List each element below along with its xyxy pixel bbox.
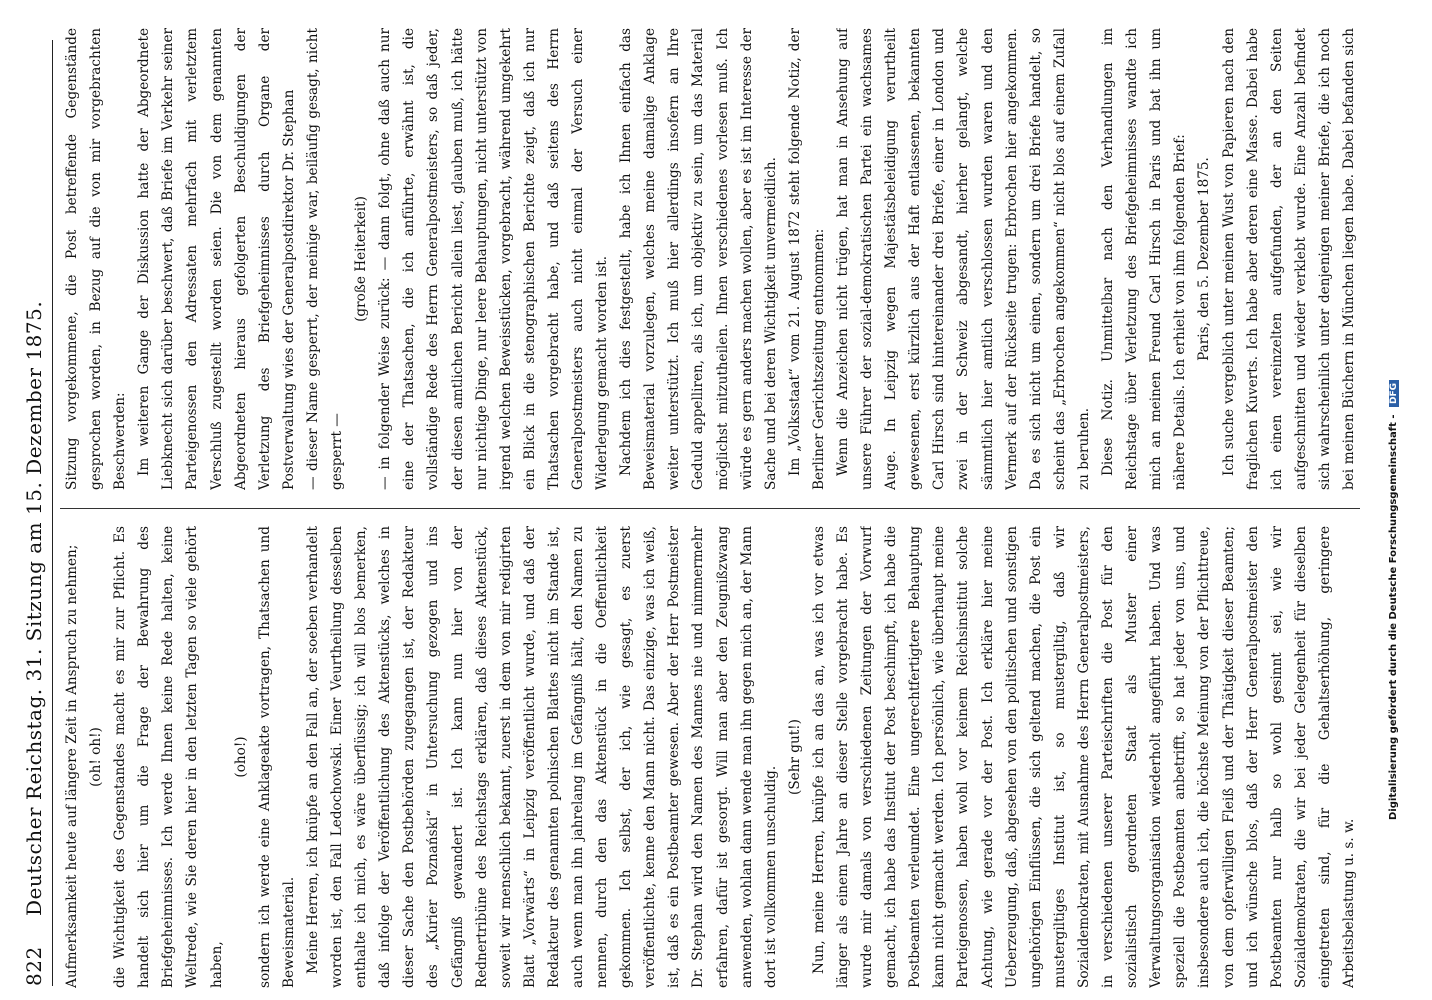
paragraph: sondern ich werde eine Anklageakte vortragen, Thatsachen und Beweismaterial. [256, 526, 297, 988]
page-title: Deutscher Reichstag. 31. Sitzung am 15. Dezember 1875. [22, 300, 46, 916]
right-column [60, 28, 1360, 490]
interjection: (Sehr gut!) [786, 719, 803, 795]
page-number: 822 [22, 946, 46, 986]
quoted-paragraph: Im weiteren Gange der Diskussion hatte der Abgeordnete Liebknecht sich darüber beschwert, daß Briefe im Verkehr seiner Parteigenossen den Adressaten mehrfach mit verletztem Verschluß zugestellt worden seien. Die von dem genannten Abgeordneten hieraus gefolgerten Beschuldigungen der Verletzung des Briefgeheimnisses durch Organe der Postverwaltung wies der Generalpostdirektor Dr. Stephan [136, 28, 297, 490]
interjection: (oho!) [232, 736, 249, 778]
paragraph: Nun, meine Herren, knüpfe ich an das an, was ich vor etwas länger als einem Jahre an dieser Stelle vorgebracht habe. Es wurde mir damals von verschiedenen Zeitungen der Vorwurf gemacht, ich habe das Institut der Post beschimpft, ich habe die Postbeamten verleumdet. Eine ungerechtfertigtere Behauptung kann nicht gemacht werden. Ich persönlich, wie überhaupt meine Parteigenossen, haben wohl vor keinem Reichsinstitut solche Achtung, wie gerade vor der Post. Ich erkläre hier meine Ueberzeugung, daß, abgesehen von den politischen und sonstigen ungehörigen Einflüssen, die sich geltend machen, die Post ein mustergiltiges Institut ist, so mustergiltig, daß wir Sozialdemokraten, mit Ausnahme des Herrn Generalpostmeisters, in verschiedenen unserer Parteischriften die Post für den sozialistisch geordneten Staat als Muster einer Verwaltungsorganisation wiederholt angeführt haben. Und was speziell die Postbeamten anbetrifft, so hat jeder von uns, und insbesondere auch ich, die höchste Meinung von der Pflichttreue, von dem opferwilligen Fleiß und der Thätigkeit dieser Beamten; und ich wünsche blos, daß der Herr Generalpostmeister den Postbeamten nur halb so wohl gesinnt sei, wie wir Sozialdemokraten, die wir bei jeder Gelegenheit für dieselben eingetreten sind, für die Gehaltserhöhung, geringere Arbeitsbelastung u. s. w. [810, 526, 1357, 988]
digitization-credit-text: Digitalisierung gefördert durch die Deutsche Forschungsgemeinschaft - [1388, 414, 1399, 820]
paragraph: Sitzung vorgekommene, die Post betreffende Gegenstände gesprochen worden, in Bezug auf die von mir vorgebrachten Beschwerden: [64, 28, 129, 490]
dfg-logo: DFG [1389, 380, 1399, 407]
left-column [60, 526, 1360, 988]
paragraph: die Wichtigkeit des Gegenstandes macht es mir zur Pflicht. Es handelt sich hier um die Frage der Bewahrung des Briefgeheimnisses. Ich werde Ihnen keine Rede halten, keine Weltrede, wie Sie deren hier in den letzten Tagen so viele gehört haben, [112, 526, 225, 988]
paragraph: Meine Herren, ich knüpfe an den Fall an, der soeben verhandelt worden ist, den Fall Ledochowski. Einer Veurtheilung desselben enthalte ich mich, es wäre überflüssig; ich will blos bemerken, daß infolge der Veröffentlichung des Aktenstücks, welches in dieser Sache den Postbehörden zugegangen ist, der Redakteur des „Kurier Poznański“ in Untersuchung gezogen und ins Gefängniß gewandert ist. Ich kann nun hier von der Rednertribüne des Reichstags erklären, daß dieses Aktenstück, soweit wir menschlich bekannt, zuerst in dem von mir redigirten Blatt „Vorwärts“ in Leipzig veröffentlicht wurde, und daß der Redakteur des genannten polnischen Blattes nicht im Stande ist, auch wenn man ihn jahrelang im Gefängniß hält, den Namen zu nennen, durch den das Aktenstück in die Oeffentlichkeit gekommen. Ich selbst, der ich, wie gesagt, es zuerst veröffentlichte, kenne den Mann nicht. Das einzige, was ich weiß, ist, daß es ein Postbeamter gewesen. Aber der Herr Postmeister Dr. Stephan wird den Namen des Mannes nie und nimmermehr erfahren, dafür ist gesorgt. Will man aber den Zeugnißzwang anwenden, wohlan dann wende man ihn gegen mich an, der Mann dort ist vollkommen unschuldig. [304, 526, 779, 988]
interjection: (oh! oh!) [88, 727, 105, 787]
paragraph: Aufmerksamkeit heute auf längere Zeit in Anspruch zu nehmen; [64, 544, 80, 988]
interjection: (große Heiterkeit) [353, 196, 370, 322]
quoted-paragraph: Wenn die Anzeichen nicht trügen, hat man in Ansehung auf unsere Führer der sozial-demokratischen Partei ein wachsames Auge. In Leipzig wegen Majestätsbeleidigung verurtheilt gewesenen, erst kürzlich aus der Haft entlassenen, bekannten Carl Hirsch sind hintereinander drei Briefe, einer in London und zwei in der Schweiz abgesandt, hierher gelangt, welche sämmtlich hier amtlich verschlossen wurden waren und den Vermerk auf der Rückseite trugen: Erbrochen hier angekommen. Da es sich nicht um einen, sondern um drei Briefe handelt, so scheint das „Erbrochen angekommen“ nicht blos auf einem Zufall zu beruhen. [835, 28, 1092, 490]
paragraph: Nachdem ich dies festgestellt, habe ich Ihnen einfach das Beweismaterial vorzulegen, welches meine damalige Anklage weiter unterstützt. Ich muß hier allerdings insofern an Ihre Geduld appelliren, als ich, um objektiv zu sein, um das Material möglichst mitzutheilen. Ihnen verschiedenes vorlesen muß. Ich würde es gern anders machen wollen, aber es ist im Interesse der Sache und bei deren Wichtigkeit unvermeidlich. [618, 28, 779, 490]
quoted-paragraph: Ich suche vergeblich unter meinen Wust von Papieren nach den fraglichen Kuverts. Ich habe aber deren eine Masse. Dabei habe ich einen vereinzelten aufgefunden, der an den Seiten aufgeschnitten und wieder verklebt wurde. Eine Anzahl befindet sich wahrscheinlich unter denjenigen meiner Briefe, die ich noch bei meinen Büchern in München liegen habe. Dabei befanden sich [1220, 28, 1357, 490]
digitization-credit [1388, 380, 1399, 820]
paragraph: — dieser Name gesperrt, der meinige war, beiläufig gesagt, nicht gesperrt — [304, 28, 346, 490]
column-divider [60, 508, 1360, 509]
paragraph: — in folgender Weise zurück: — dann folgt, ohne daß auch nur eine der Thatsachen, die ich anführte, erwähnt ist, die vollständige Rede des Herrn Generalpostmeisters, so daß jeder, der diesen amtlichen Bericht allein liest, glauben muß, ich hätte nur nichtige Dinge, nur leere Behauptungen, nicht unterstützt von irgend welchen Beweisstücken, vorgebracht, während umgekehrt ein Blick in die stenographischen Berichte zeigt, daß ich nur Thatsachen vorgebracht habe, und daß seitens des Herrn Generalpostmeisters auch nicht einmal der Versuch einer Widerlegung gemacht worden ist. [377, 28, 611, 490]
paragraph: Diese Notiz. Unmittelbar nach den Verhandlungen im Reichstage über Verletzung des Briefgeheimnisses wandte ich mich an meinen Freund Carl Hirsch in Paris und bat ihn um nähere Details. Ich erhielt von ihm folgenden Brief: [1100, 28, 1189, 490]
paragraph: Im „Volksstaat“ vom 21. August 1872 steht folgende Notiz, der Berliner Gerichtszeitung entnommen: [786, 28, 827, 490]
page-header [20, 40, 48, 986]
header-rule [52, 40, 53, 986]
letter-dateline: Paris, den 5. Dezember 1875. [1196, 157, 1213, 361]
